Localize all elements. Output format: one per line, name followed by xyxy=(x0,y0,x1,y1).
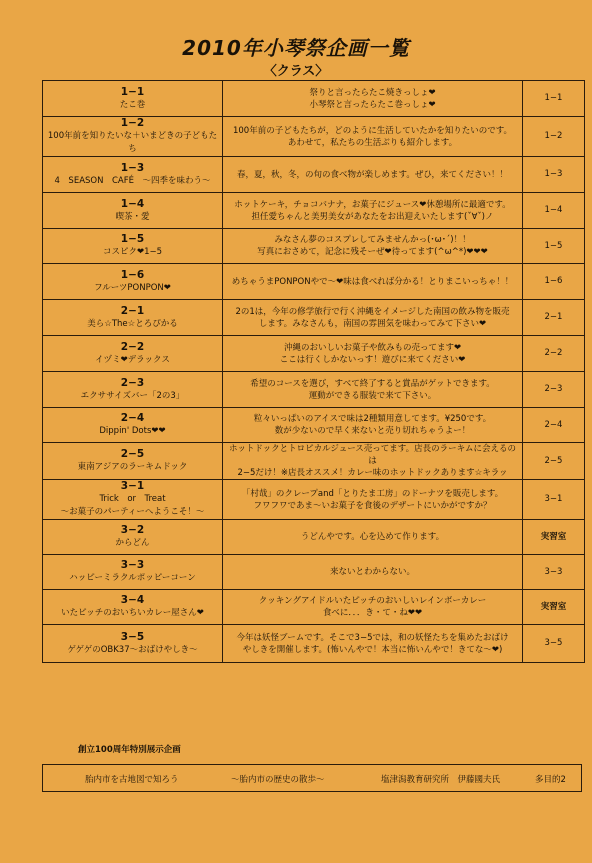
event-name: フルーツPONPON❤ xyxy=(94,282,171,293)
description-cell xyxy=(223,480,523,520)
description-cell xyxy=(223,625,523,663)
description-line: 写真におさめて，記念に残そーぜ❤待ってます(^ω^*)❤❤❤ xyxy=(257,247,488,257)
class-cell xyxy=(43,117,223,157)
class-number: 1−3 xyxy=(120,161,145,174)
description-line: 数が少ないので早く来ないと売り切れちゃうよー！ xyxy=(274,426,471,436)
description-line: 希望のコースを選び，すべて終了すると賞品がゲットできます。 xyxy=(250,378,495,389)
description-line: 祭りと言ったらたこ焼きっしょ❤ xyxy=(309,87,436,98)
description-line: 小琴祭と言ったらたこ巻っしょ❤ xyxy=(309,99,436,110)
table-row xyxy=(43,193,585,229)
class-number: 1−6 xyxy=(120,268,145,281)
class-number: 2−4 xyxy=(120,412,145,424)
description-line: めちゃうまPONPONやで〜❤味は食べれば分かる！とりまこいっちゃ！！ xyxy=(231,276,514,287)
event-name: Trick or Treat 〜お菓子のパーティーへようこそ！〜 xyxy=(60,494,205,517)
description-cell xyxy=(223,264,523,300)
table-row xyxy=(43,480,585,520)
class-number: 3−2 xyxy=(120,524,145,536)
class-cell xyxy=(43,81,223,117)
room-cell: 2−1 xyxy=(523,300,585,336)
class-cell xyxy=(43,157,223,193)
description-cell xyxy=(223,193,523,229)
description-line: 今年は妖怪ブームです。そこで3−5では，和の妖怪たちを集めたおばけ xyxy=(236,632,509,643)
event-name: ゲゲゲのOBK37〜おばけやしき〜 xyxy=(67,644,198,655)
room-cell: 1−4 xyxy=(523,193,585,229)
class-number: 2−1 xyxy=(120,304,145,317)
room-cell: 1−1 xyxy=(523,81,585,117)
description-line: 100年前の子どもたちが，どのように生活していたかを知りたいのです。 xyxy=(232,125,513,136)
table-row xyxy=(43,336,585,372)
description-cell xyxy=(223,81,523,117)
class-cell xyxy=(43,229,223,264)
table-row xyxy=(43,229,585,264)
event-name: からどん xyxy=(115,538,150,548)
table-row xyxy=(43,590,585,625)
description-line: 粒々いっぱいのアイスで味は2種類用意してます。¥250です。 xyxy=(253,414,492,424)
table-row xyxy=(43,625,585,663)
special-exhibit-theme: 〜胎内市の歴史の散歩〜 xyxy=(231,775,325,785)
events-table xyxy=(42,80,585,663)
class-cell xyxy=(43,193,223,229)
class-number: 1−5 xyxy=(120,233,145,245)
description-cell xyxy=(223,157,523,193)
description-cell xyxy=(223,443,523,480)
room-cell: 2−5 xyxy=(523,443,585,480)
description-line: 沖縄のおいしいお菓子や飲みもの売ってます❤ xyxy=(283,342,462,353)
class-cell xyxy=(43,555,223,590)
room-cell: 1−3 xyxy=(523,157,585,193)
description-cell xyxy=(223,117,523,157)
page-subtitle: 〈クラス〉 xyxy=(263,64,329,79)
table-row xyxy=(43,372,585,408)
table-row xyxy=(43,555,585,590)
event-name: コスピク❤1−5 xyxy=(102,247,163,257)
event-name: 喫茶・愛 xyxy=(115,211,150,222)
table-row xyxy=(43,264,585,300)
class-cell xyxy=(43,625,223,663)
class-number: 3−5 xyxy=(120,630,145,643)
table-row xyxy=(43,81,585,117)
description-line: フワフワであま〜いお菓子を食後のデザートにいかがですか？ xyxy=(253,500,492,511)
event-name: 4 SEASON CAFÉ 〜四季を味わう〜 xyxy=(54,175,211,186)
description-line: ホットドックとトロピカルジュース売ってます。店長のラーキムに会えるのは xyxy=(228,444,517,466)
description-line: 食べに．．．き・て・ね❤❤ xyxy=(322,608,423,618)
class-number: 2−3 xyxy=(120,376,145,389)
description-line: あわせて，私たちの生活ぶりも紹介します。 xyxy=(287,137,458,148)
description-line: やしきを開催します。(怖いんやで！本当に怖いんやで！きてな〜❤) xyxy=(242,644,503,655)
description-cell xyxy=(223,229,523,264)
event-name: たこ巻 xyxy=(119,99,146,110)
event-name: 100年前を知りたいな＋いまどきの子どもたち xyxy=(47,131,218,154)
table-row xyxy=(43,443,585,480)
class-cell xyxy=(43,264,223,300)
class-cell xyxy=(43,590,223,625)
class-number: 1−4 xyxy=(120,197,145,210)
special-exhibit-box xyxy=(42,764,582,792)
description-line: 2−5だけ！※店長オススメ！カレー味のホットドックあります☆キラッ xyxy=(237,468,508,478)
room-cell: 1−6 xyxy=(523,264,585,300)
class-cell xyxy=(43,443,223,480)
special-exhibit-name: 胎内市を古地図で知ろう xyxy=(85,775,179,785)
room-cell: 3−1 xyxy=(523,480,585,520)
class-cell xyxy=(43,480,223,520)
description-line: 来ないとわからない。 xyxy=(329,567,415,577)
description-line: します。みなさんも，南国の雰囲気を味わってみて下さい❤ xyxy=(258,318,487,329)
description-line: 2の1は，今年の修学旅行で行く沖縄をイメージした南国の飲み物を販売 xyxy=(235,306,510,317)
event-name: エクササイズバー「2の3」 xyxy=(80,390,185,401)
description-cell xyxy=(223,590,523,625)
description-line: 「村哉」のクレープand「とりたま工房」のドーナツを販売します。 xyxy=(241,488,504,499)
event-name: 美ら☆The☆とろぴかる xyxy=(87,318,178,329)
class-number: 2−5 xyxy=(120,448,145,460)
description-line: ホットケーキ，チョコバナナ，お菓子にジュース❤休憩場所に最適です。 xyxy=(234,199,511,210)
class-number: 3−4 xyxy=(120,594,145,606)
room-cell: 1−2 xyxy=(523,117,585,157)
class-number: 2−2 xyxy=(120,340,145,353)
room-cell: 3−5 xyxy=(523,625,585,663)
description-cell xyxy=(223,300,523,336)
class-number: 3−3 xyxy=(120,559,145,571)
description-cell xyxy=(223,372,523,408)
special-exhibit-organizer: 塩津潟教育研究所 伊藤國夫氏 xyxy=(381,775,501,785)
description-line: 担任愛ちゃんと美男美女があなたをお出迎えいたします(ˇ∀ˇ)ノ xyxy=(251,211,494,222)
room-cell: 3−3 xyxy=(523,555,585,590)
event-name: イヅミ❤デラックス xyxy=(95,354,170,365)
table-row xyxy=(43,300,585,336)
description-line: うどんやです。心を込めて作ります。 xyxy=(300,532,445,542)
description-line: 春，夏，秋，冬，の旬の食べ物が楽しめます。ぜひ，来てください！！ xyxy=(237,169,508,180)
class-number: 3−1 xyxy=(120,480,145,492)
event-name: いたピッチのおいちいカレー屋さん❤ xyxy=(61,608,204,618)
table-row xyxy=(43,520,585,555)
room-cell: 2−4 xyxy=(523,408,585,443)
room-cell: 2−3 xyxy=(523,372,585,408)
class-cell xyxy=(43,408,223,443)
special-section-title: 創立100周年特別展示企画 xyxy=(78,745,181,755)
table-row xyxy=(43,408,585,443)
description-cell xyxy=(223,408,523,443)
description-line: ここは行くしかないっす！遊びに来てください❤ xyxy=(279,354,466,365)
page-title: 2010年小琴祭企画一覧 xyxy=(182,36,410,60)
class-number: 1−2 xyxy=(120,117,145,129)
description-line: みなさん夢のコスプレしてみませんかっ(･ω･´)！！ xyxy=(274,235,471,245)
event-name: ハッピーミラクルポッピーコーン xyxy=(69,573,196,583)
description-line: クッキングアイドルいたピッチのおいしいレインボーカレー xyxy=(258,596,487,606)
room-cell: 2−2 xyxy=(523,336,585,372)
description-cell xyxy=(223,555,523,590)
table-row xyxy=(43,157,585,193)
room-cell: 実習室 xyxy=(523,590,585,625)
description-cell xyxy=(223,520,523,555)
special-exhibit-room: 多目的2 xyxy=(535,775,566,785)
class-cell xyxy=(43,520,223,555)
room-cell: 1−5 xyxy=(523,229,585,264)
class-cell xyxy=(43,300,223,336)
table-row xyxy=(43,117,585,157)
room-cell: 実習室 xyxy=(523,520,585,555)
class-number: 1−1 xyxy=(120,85,145,98)
description-line: 運動ができる服装で来て下さい。 xyxy=(308,390,437,401)
event-name: Dippin' Dots❤❤ xyxy=(99,426,166,436)
event-name: 東南アジアのラーキムドック xyxy=(77,462,188,472)
class-cell xyxy=(43,336,223,372)
description-cell xyxy=(223,336,523,372)
class-cell xyxy=(43,372,223,408)
